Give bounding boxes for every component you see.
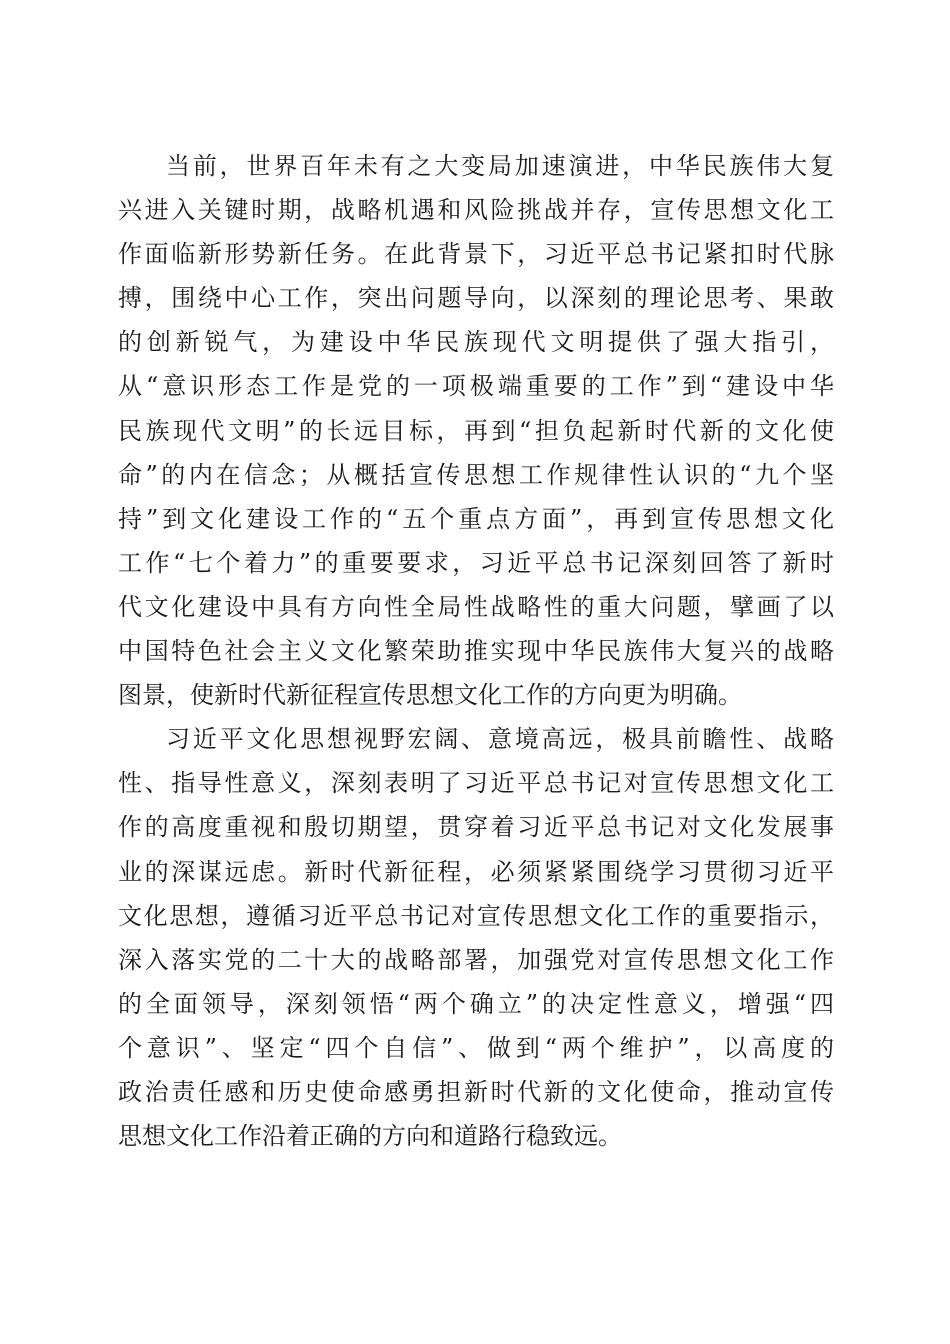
text-line: 民族现代文明”的长远目标，再到“担负起新时代新的文化使	[118, 416, 834, 445]
text-line: 深入落实党的二十大的战略部署，加强党对宣传思想文化工作	[118, 945, 834, 974]
text-line: 的创新锐气，为建设中华民族现代文明提供了强大指引，	[118, 328, 834, 357]
text-line: 业的深谋远虑。新时代新征程，必须紧紧围绕学习贯彻习近平	[118, 857, 834, 886]
text-line: 图景，使新时代新征程宣传思想文化工作的方向更为明确。	[118, 681, 742, 710]
text-line: 作面临新形势新任务。在此背景下，习近平总书记紧扣时代脉	[118, 240, 834, 269]
text-line: 持”到文化建设工作的“五个重点方面”，再到宣传思想文化	[118, 504, 834, 533]
text-line: 个意识”、坚定“四个自信”、做到“两个维护”，以高度的	[118, 1033, 834, 1062]
text-line: 命”的内在信念；从概括宣传思想工作规律性认识的“九个坚	[118, 460, 834, 489]
text-line: 文化思想，遵循习近平总书记对宣传思想文化工作的重要指示，	[118, 901, 834, 930]
paragraph-1	[118, 144, 834, 717]
text-line: 中国特色社会主义文化繁荣助推实现中华民族伟大复兴的战略	[118, 637, 834, 666]
text-line: 搏，围绕中心工作，突出问题导向，以深刻的理论思考、果敢	[118, 284, 834, 313]
text-line: 政治责任感和历史使命感勇担新时代新的文化使命，推动宣传	[118, 1077, 834, 1106]
text-line: 思想文化工作沿着正确的方向和道路行稳致远。	[118, 1122, 622, 1151]
text-line: 兴进入关键时期，战略机遇和风险挑战并存，宣传思想文化工	[118, 196, 834, 225]
text-line: 的全面领导，深刻领悟“两个确立”的决定性意义，增强“四	[118, 989, 834, 1018]
text-line: 习近平文化思想视野宏阔、意境高远，极具前瞻性、战略	[166, 725, 834, 754]
paragraph-2	[118, 717, 834, 1158]
document-body	[118, 144, 834, 1158]
text-line: 工作“七个着力”的重要要求，习近平总书记深刻回答了新时	[118, 548, 834, 577]
text-line: 性、指导性意义，深刻表明了习近平总书记对宣传思想文化工	[118, 769, 834, 798]
text-line: 代文化建设中具有方向性全局性战略性的重大问题，擘画了以	[118, 592, 834, 621]
text-line: 作的高度重视和殷切期望，贯穿着习近平总书记对文化发展事	[118, 813, 834, 842]
text-line: 当前，世界百年未有之大变局加速演进，中华民族伟大复	[166, 152, 834, 180]
text-line: 从“意识形态工作是党的一项极端重要的工作”到“建设中华	[118, 372, 834, 401]
